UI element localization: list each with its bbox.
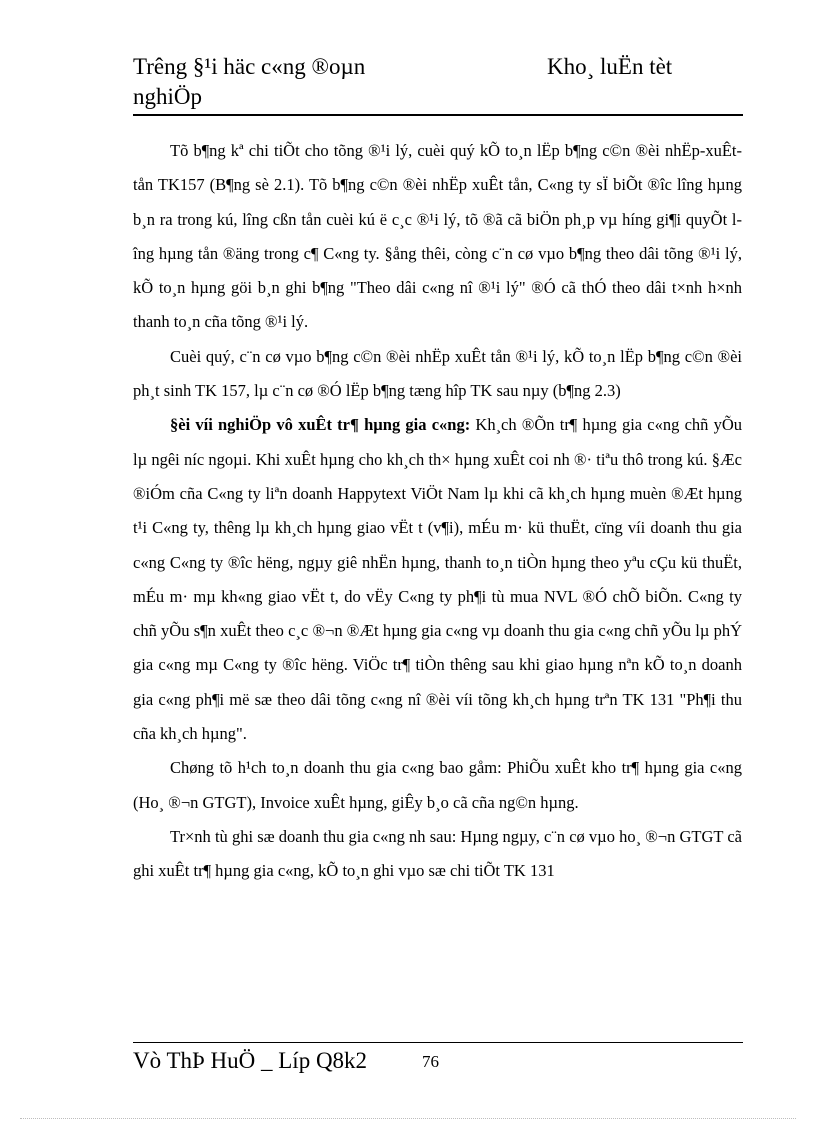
paragraph-1-text: Tõ b¶ng kª chi tiÕt cho tõng ®¹i lý, cuèi quý kÕ to¸n lËp b¶ng c©n ®èi nhËp-xuÊt-tån TK157 (B¶ng sè 2.1). Tõ b¶ng c©n ®èi nhËp xuÊt tån, C«ng ty sÏ biÕt ®îc lîng hµng b¸n ra trong kú, lîng cßn tån cuèi kú ë c¸c ®¹i lý, tõ ®ã cã biÖn ph¸p vµ híng gi¶i quyÕt lîng hµng tån ®äng trong c¶ C«ng ty. §ång thêi, còng c¨n cø vµo b¶ng theo dâi tõng ®¹i lý, kÕ to¸n hµng göi b¸n ghi b¶ng "Theo dâi c«ng nî ®¹i lý" ®Ó cã thÓ theo dâi t×nh h×nh thanh to¸n cña tõng ®¹i lý. <box>133 141 742 332</box>
paragraph-3-text: Kh¸ch ®Õn tr¶ hµng gia c«ng chñ yÕu lµ ngêi níc ngoµi. Khi xuÊt hµng cho kh¸ch th× hµng xuÊt coi nh ®· tiªu thô trong kú. §Æc ®iÓm cña C«ng ty liªn doanh Happytext ViÖt Nam lµ khi cã kh¸ch hµng muèn ®Æt hµng t¹i C«ng ty, thêng lµ kh¸ch hµng giao vËt t (v¶i), mÉu m· kü thuËt, cïng víi doanh thu gia c«ng C«ng ty ®îc hëng, ngµy giê nhËn hµng, thanh to¸n tiÒn hµng theo yªu cÇu kü thuËt, mÉu m· mµ kh«ng giao vËt t, do vËy C«ng ty ph¶i tù mua NVL ®Ó chÕ biÕn. C«ng ty chñ yÕu s¶n xuÊt theo c¸c ®¬n ®Æt hµng gia c«ng vµ doanh thu gia c«ng chñ yÕu lµ phÝ gia c«ng mµ C«ng ty ®îc hëng. ViÖc tr¶ tiÒn thêng sau khi giao hµng nªn kÕ to¸n doanh gia c«ng ph¶i më sæ theo dâi tõng c«ng nî ®èi víi tõng kh¸ch hµng trªn TK 131 "Ph¶i thu cña kh¸ch hµng". <box>133 415 742 744</box>
paragraph-4 <box>133 751 742 820</box>
paragraph-5 <box>133 820 742 889</box>
footer-divider <box>133 1042 743 1043</box>
page-number: 76 <box>422 1052 439 1071</box>
page-edge-divider <box>20 1118 796 1119</box>
page-header <box>133 52 743 114</box>
paragraph-3 <box>133 408 742 751</box>
document-body <box>133 134 742 889</box>
header-thesis-title: Kho¸ luËn tèt <box>547 54 673 79</box>
header-school-line1: Trêng §¹i häc c«ng ®oµn <box>133 54 366 79</box>
paragraph-2 <box>133 340 742 409</box>
header-divider <box>133 114 743 116</box>
header-school-line2: nghiÖp <box>133 84 202 109</box>
paragraph-5-text: Tr×nh tù ghi sæ doanh thu gia c«ng nh sau: Hµng ngµy, c¨n cø vµo ho¸ ®¬n GTGT cã ghi xuÊt tr¶ hµng gia c«ng, kÕ to¸n ghi vµo sæ chi tiÕt TK 131 <box>133 826 742 881</box>
paragraph-2-text: Cuèi quý, c¨n cø vµo b¶ng c©n ®èi nhËp xuÊt tån ®¹i lý, kÕ to¸n lËp b¶ng c©n ®èi ph¸t sinh TK 157, lµ c¨n cø ®Ó lËp b¶ng tæng hîp TK sau nµy (b¶ng 2.3) <box>133 346 742 401</box>
paragraph-1 <box>133 134 742 340</box>
paragraph-4-text: Chøng tõ h¹ch to¸n doanh thu gia c«ng bao gåm: PhiÕu xuÊt kho tr¶ hµng gia c«ng (Ho¸ ®¬n GTGT), Invoice xuÊt hµng, giÊy b¸o cã cña ng©n hµng. <box>133 758 742 812</box>
footer-author: Vò ThÞ HuÖ _ Líp Q8k2 <box>133 1048 368 1073</box>
header-school <box>133 52 453 112</box>
paragraph-3-heading: §èi víi nghiÖp vô xuÊt tr¶ hµng gia c«ng: <box>170 415 471 435</box>
